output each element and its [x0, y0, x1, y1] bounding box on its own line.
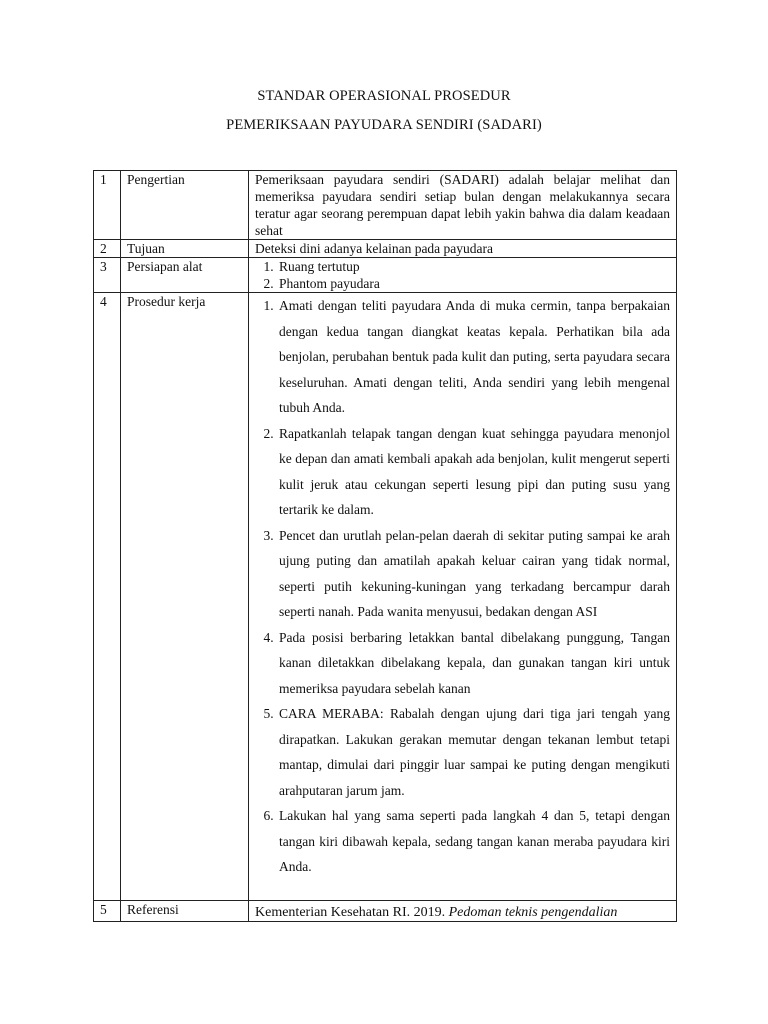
- table-row: [94, 293, 677, 901]
- document-subtitle: PEMERIKSAAN PAYUDARA SENDIRI (SADARI): [226, 117, 542, 133]
- equipment-cell: [249, 258, 677, 293]
- row-label: Referensi: [121, 900, 249, 921]
- procedure-step: 5. CARA MERABA: Rabalah dengan ujung dari tiga jari tengah yang dirapatkan. Lakukan gerakan memutar dengan tekanan lembut tetapi mantap, dimulai dari pinggir luar sampai ke puting dengan mengikuti arahputaran jarum jam.: [277, 701, 670, 803]
- procedure-step: 1. Amati dengan teliti payudara Anda di muka cermin, tanpa berpakaian dengan kedua tangan diangkat keatas kepala. Perhatikan bila ada benjolan, perubahan bentuk pada kulit dan puting, serta payudara secara keseluruhan. Amati dengan teliti, Anda sendiri yang lebih mengenal tubuh Anda.: [277, 293, 670, 421]
- sop-table: [93, 170, 677, 922]
- table-row: [94, 240, 677, 258]
- procedure-step: 3. Pencet dan urutlah pelan-pelan daerah di sekitar puting sampai ke arah ujung puting dan amatilah apakah keluar cairan yang tidak normal, seperti putih kekuning-kuningan yang terkadang bercampur darah seperti nanah. Pada wanita menyusui, bedakan dengan ASI: [277, 523, 670, 625]
- purpose-text: Deteksi dini adanya kelainan pada payudara: [249, 240, 677, 258]
- row-label: Prosedur kerja: [121, 293, 249, 901]
- reference-cell: [249, 900, 677, 921]
- document-title: STANDAR OPERASIONAL PROSEDUR: [257, 88, 511, 104]
- table-row: [94, 171, 677, 240]
- list-item: 2. Phantom payudara: [277, 275, 670, 292]
- procedure-step: 6. Lakukan hal yang sama seperti pada langkah 4 dan 5, tetapi dengan tangan kiri dibawah kepala, sedang tangan kanan meraba payudara kiri Anda.: [277, 803, 670, 880]
- procedure-steps: [255, 293, 670, 880]
- row-number: 4: [94, 293, 121, 901]
- row-number: 5: [94, 900, 121, 921]
- equipment-list: [255, 258, 670, 292]
- procedure-step: 4. Pada posisi berbaring letakkan bantal dibelakang punggung, Tangan kanan diletakkan dibelakang kepala, dan gunakan tangan kiri untuk memeriksa payudara sebelah kanan: [277, 625, 670, 702]
- row-label: Pengertian: [121, 171, 249, 240]
- row-label: Persiapan alat: [121, 258, 249, 293]
- definition-text: Pemeriksaan payudara sendiri (SADARI) adalah belajar melihat dan memeriksa payudara sendiri setiap bulan dengan melakukannya secara teratur agar seorang perempuan dapat lebih yakin bahwa dia dalam keadaan sehat: [249, 171, 677, 240]
- list-item: 1. Ruang tertutup: [277, 258, 670, 275]
- table-row: [94, 258, 677, 293]
- procedure-cell: [249, 293, 677, 901]
- reference-text: Kementerian Kesehatan RI. 2019.: [255, 904, 449, 920]
- row-label: Tujuan: [121, 240, 249, 258]
- row-number: 3: [94, 258, 121, 293]
- reference-title: Pedoman teknis pengendalian: [448, 904, 618, 920]
- procedure-step: 2. Rapatkanlah telapak tangan dengan kuat sehingga payudara menonjol ke depan dan amati kembali apakah ada benjolan, kulit mengerut seperti kulit jeruk atau cekungan seperti lesung pipi dan puting susu yang tertarik ke dalam.: [277, 421, 670, 523]
- row-number: 2: [94, 240, 121, 258]
- row-number: 1: [94, 171, 121, 240]
- table-row: [94, 900, 677, 921]
